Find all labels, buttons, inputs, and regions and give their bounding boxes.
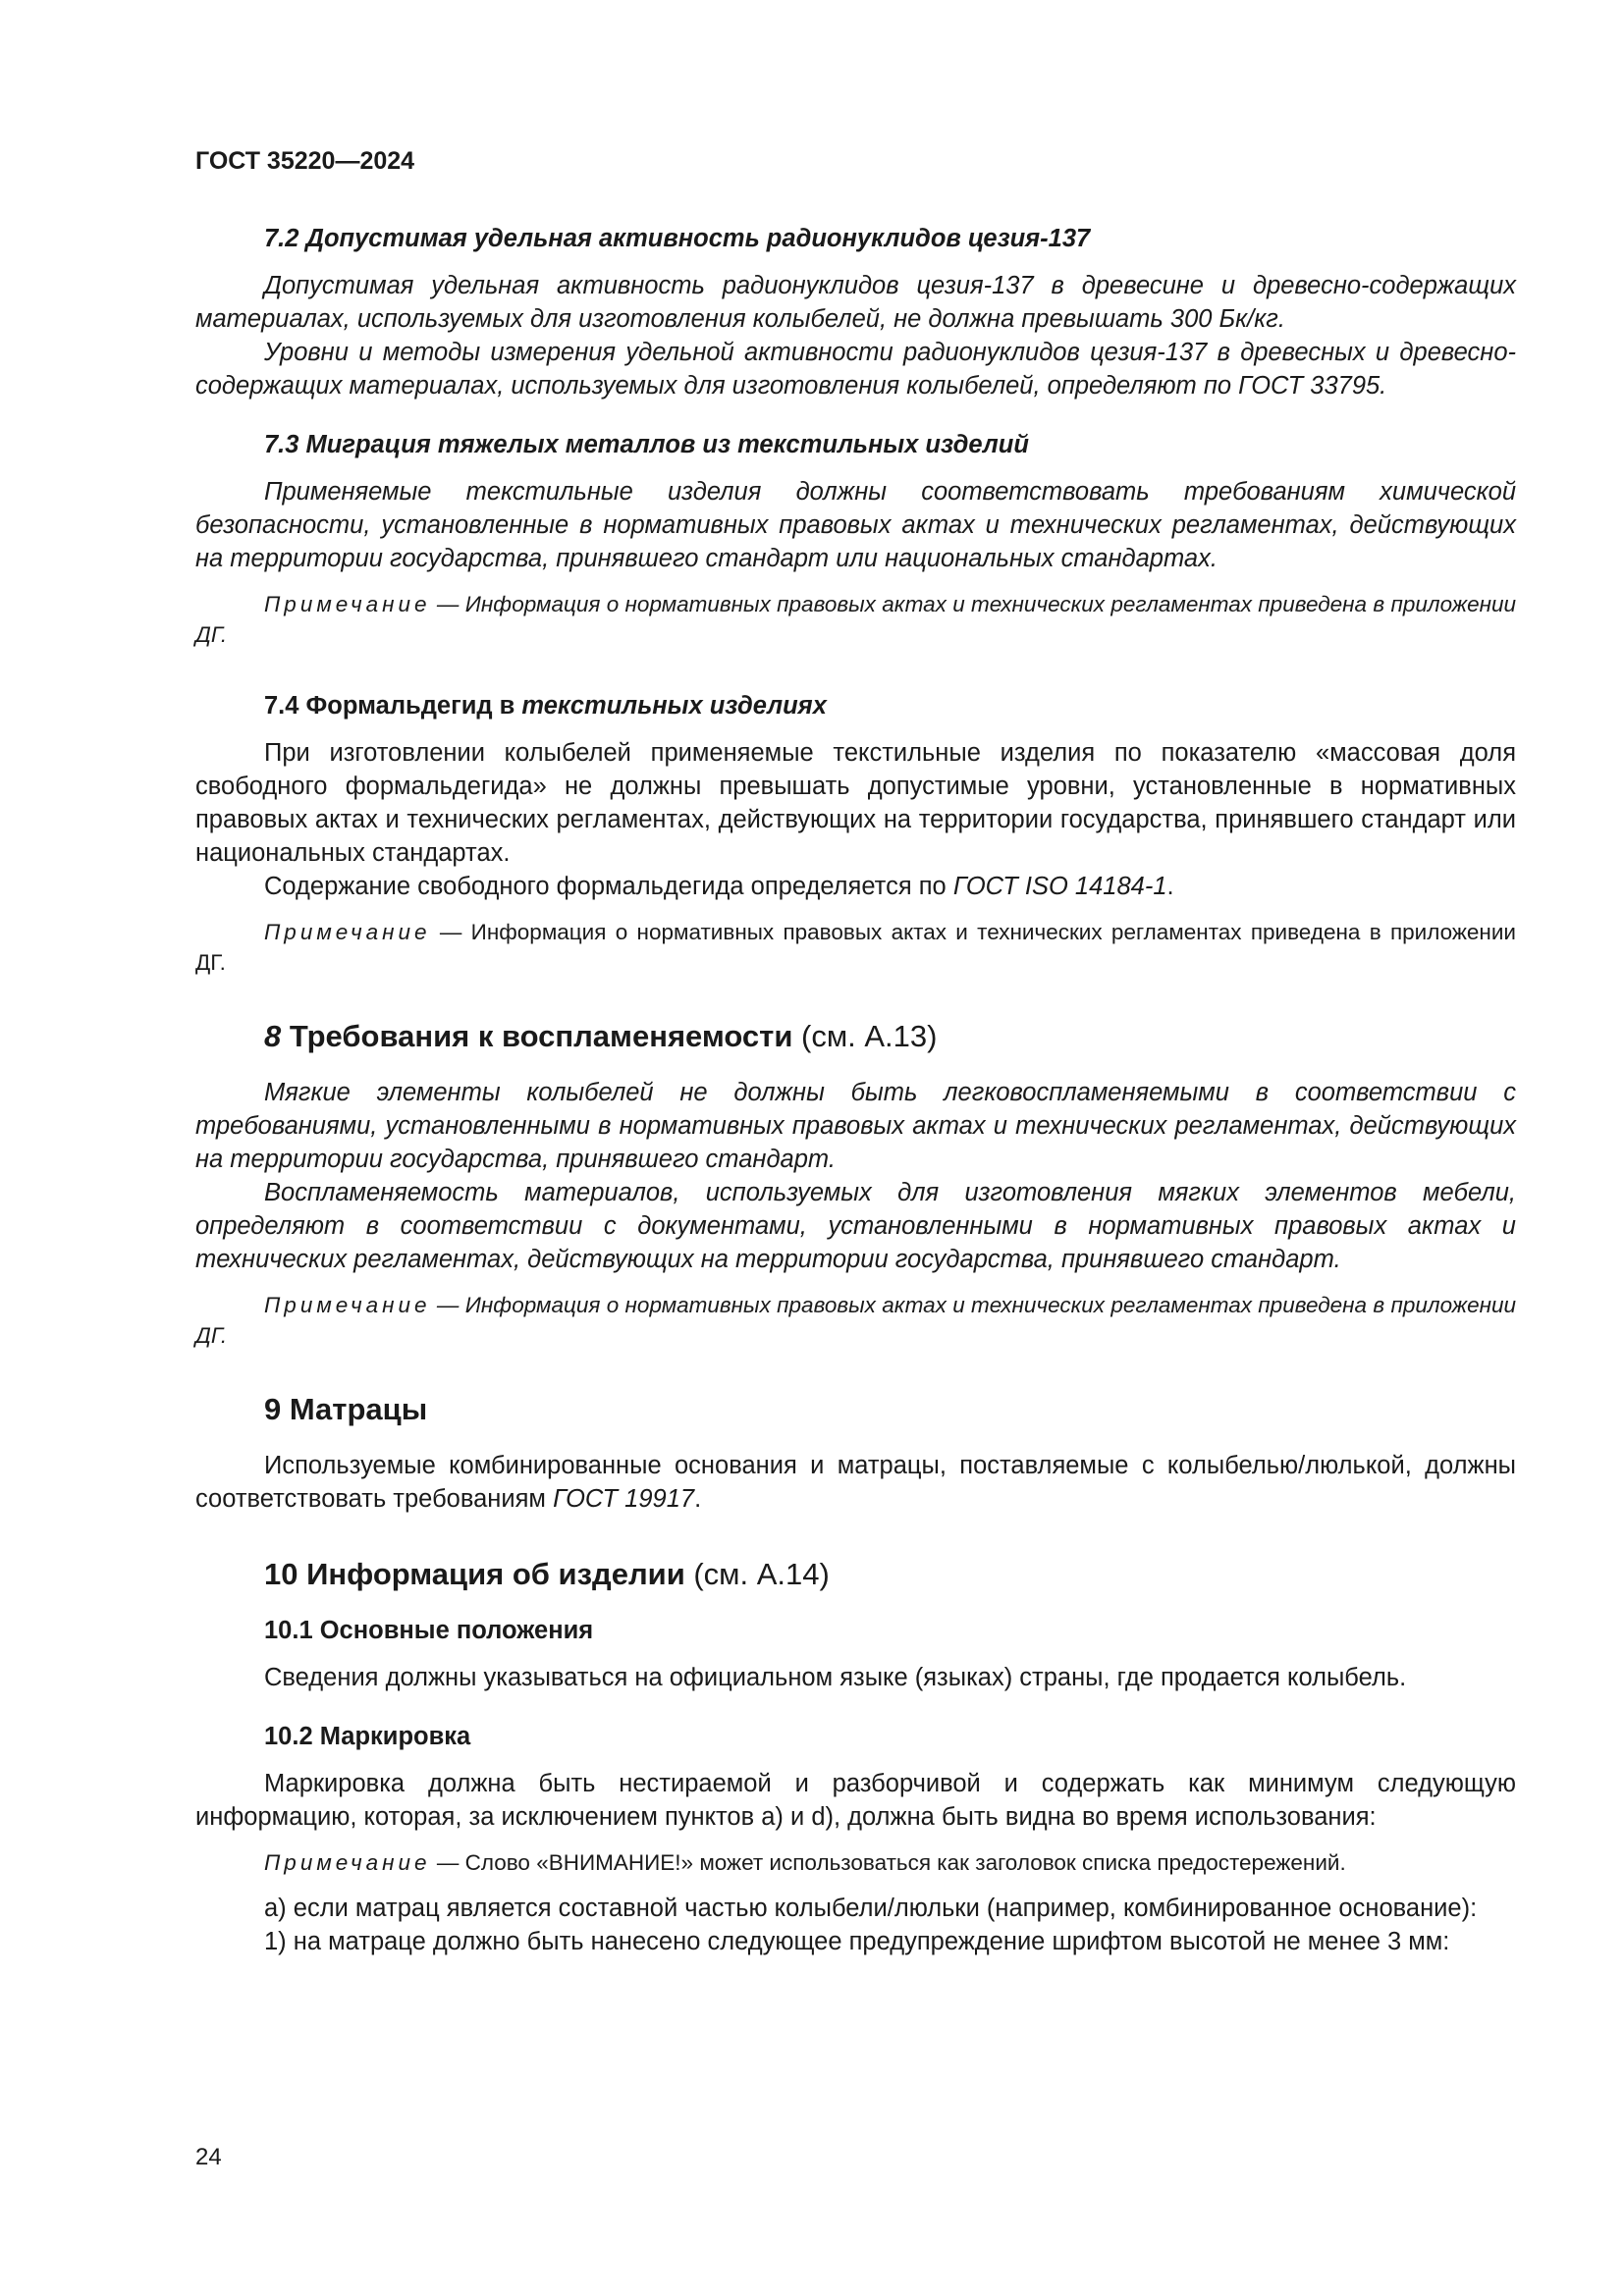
list-item-a: а) если матрац является составной частью колыбели/люльки (например, комбинированное основание):: [264, 1895, 1478, 1922]
section-7-3-heading: 7.3 Миграция тяжелых металлов из текстильных изделий: [264, 431, 1029, 458]
paragraph-text: .: [1166, 873, 1174, 900]
section-10-heading: [195, 1555, 1516, 1594]
section-7-4-paragraph-1: При изготовлении колыбелей применяемые текстильные изделия по показателю «массовая доля свободного формальдегида» не должны превышать допустимые уровни, установленные в нормативных правовых актах и технических регламентах, действующих на территории государства, принявшего стандарт или национальных стандартах.: [195, 739, 1516, 867]
section-10-2-heading: 10.2 Маркировка: [264, 1723, 471, 1750]
section-9-paragraph-1: [195, 1449, 1516, 1516]
note-text: — Слово «ВНИМАНИЕ!» может использоваться как заголовок списка предостережений.: [430, 1850, 1346, 1875]
page-content: [195, 222, 1516, 1958]
section-10-2-note: [195, 1847, 1516, 1878]
list-item-1: 1) на матраце должно быть нанесено следующее предупреждение шрифтом высотой не менее 3 мм:: [264, 1928, 1450, 1955]
standard-reference: ГОСТ ISO 14184-1: [952, 873, 1167, 900]
note-label: Примечание: [264, 1293, 431, 1317]
section-10-2-paragraph-1: Маркировка должна быть нестираемой и разборчивой и содержать как минимум следующую информацию, которая, за исключением пунктов а) и d), должна быть видна во время использования:: [195, 1770, 1516, 1831]
standard-code: ГОСТ 35220—2024: [195, 147, 415, 175]
section-10-1-paragraph-1: Сведения должны указываться на официальном языке (языках) страны, где продается колыбель.: [264, 1664, 1407, 1691]
paragraph-text: Содержание свободного формальдегида определяется по: [264, 873, 953, 900]
section-8-paragraph-1: Мягкие элементы колыбелей не должны быть легковоспламеняемыми в соответствии с требованиями, установленными в нормативных правовых актах и технических регламентах, действующих на территории государства, принявшего стандарт.: [195, 1079, 1516, 1173]
note-text: — Информация о нормативных правовых актах и технических регламентах приведена в приложении ДГ.: [195, 920, 1516, 975]
page-number: 24: [195, 2144, 222, 2170]
section-10-1-heading: 10.1 Основные положения: [264, 1617, 594, 1644]
section-7-2-paragraph-1: Допустимая удельная активность радионуклидов цезия-137 в древесине и древесно-содержащих материалах, используемых для изготовления колыбелей, не должна превышать 300 Бк/кг.: [195, 272, 1516, 333]
section-7-4-heading-tail: текстильных изделиях: [521, 692, 827, 720]
section-7-4-heading: [195, 689, 1516, 722]
section-7-4-note: [195, 917, 1516, 978]
section-9-heading: 9 Матрацы: [264, 1392, 428, 1426]
section-8-number: 8: [264, 1019, 282, 1053]
section-7-4-paragraph-2: [195, 870, 1516, 903]
section-7-2-heading: 7.2 Допустимая удельная активность радионуклидов цезия-137: [264, 225, 1091, 252]
note-label: Примечание: [264, 1850, 431, 1875]
section-10-reference: (см. А.14): [684, 1557, 830, 1591]
section-8-note: [195, 1290, 1516, 1351]
section-7-3-note: [195, 589, 1516, 650]
note-label: Примечание: [264, 920, 431, 944]
section-7-3-paragraph-1: Применяемые текстильные изделия должны соответствовать требованиям химической безопасности, установленные в нормативных правовых актах и технических регламентах, действующих на территории государства, принявшего стандарт или национальных стандартах.: [195, 478, 1516, 572]
paragraph-text: .: [694, 1485, 702, 1513]
note-text: — Информация о нормативных правовых актах и технических регламентах приведена в приложении ДГ.: [195, 1293, 1516, 1348]
section-8-heading: [195, 1017, 1516, 1056]
section-8-paragraph-2: Воспламеняемость материалов, используемых для изготовления мягких элементов мебели, определяют в соответствии с документами, установленными в нормативных правовых актах и технических регламентах, действующих на территории государства, принявшего стандарт.: [195, 1179, 1516, 1273]
section-8-title: Требования к воспламеняемости: [281, 1019, 793, 1053]
section-8-reference: (см. А.13): [792, 1019, 938, 1053]
section-10-title: 10 Информация об изделии: [264, 1557, 685, 1591]
paragraph-text: Используемые комбинированные основания и матрацы, поставляемые с колыбелью/люлькой, должны соответствовать требованиям: [195, 1452, 1516, 1513]
note-label: Примечание: [264, 592, 431, 616]
note-text: — Информация о нормативных правовых актах и технических регламентах приведена в приложении ДГ.: [195, 592, 1516, 647]
standard-reference: ГОСТ 19917: [553, 1485, 695, 1513]
section-7-2-paragraph-2: Уровни и методы измерения удельной активности радионуклидов цезия-137 в древесных и древесно-содержащих материалах, используемых для изготовления колыбелей, определяют по ГОСТ 33795.: [195, 339, 1516, 400]
section-7-4-heading-lead: 7.4 Формальдегид в: [264, 692, 522, 720]
